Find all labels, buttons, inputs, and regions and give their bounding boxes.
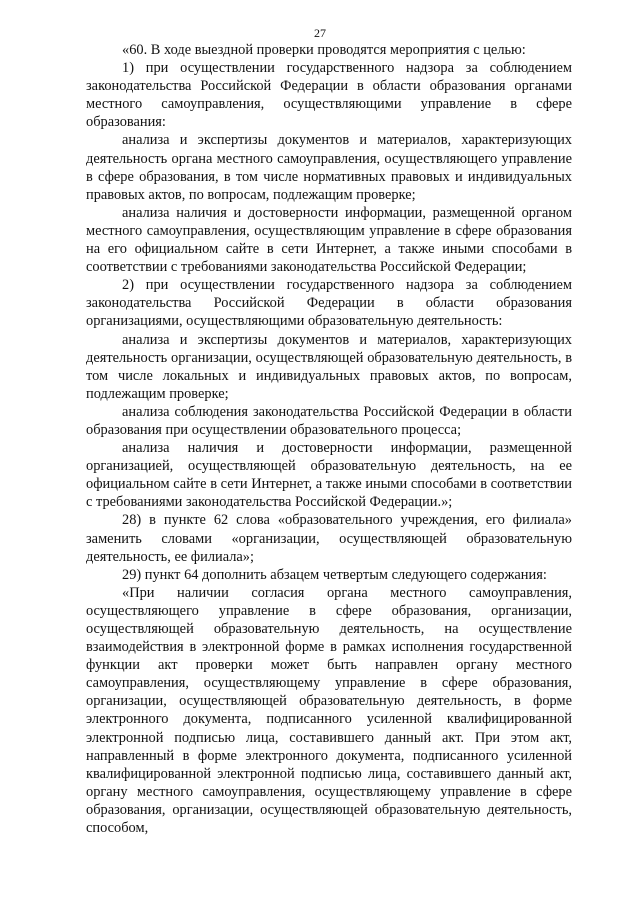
page-number: 27 — [314, 26, 326, 40]
paragraph: 29) пункт 64 дополнить абзацем четвертым следующего содержания: — [122, 566, 547, 583]
paragraph: анализа соблюдения законодательства Российской Федерации в области образования при осуществлении образовательного процесса; — [86, 403, 572, 438]
paragraph: анализа и экспертизы документов и материалов, характеризующих деятельность органа местного самоуправления, осуществляющего управление в сфере образования, в том числе нормативных правовых и индивидуальных правовых актов, по вопросам, подлежащим проверке; — [86, 132, 572, 203]
paragraph: 1) при осуществлении государственного надзора за соблюдением законодательства Российской Федерации в области образования органами местного самоуправления, осуществляющими управление в сфере образования: — [86, 60, 572, 131]
paragraph: анализа наличия и достоверности информации, размещенной органом местного самоуправления, осуществляющим управление в сфере образования на его официальном сайте в сети Интернет, а также иными способами в соответствии с требованиями законодательства Российской Федерации; — [86, 204, 572, 276]
paragraph: «60. В ходе выездной проверки проводятся мероприятия с целью: — [122, 42, 526, 58]
document-body — [86, 41, 572, 837]
paragraph: анализа и экспертизы документов и материалов, характеризующих деятельность организации, осуществляющей образовательную деятельность, в том числе локальных и индивидуальных правовых актов, по вопросам, подлежащим проверке; — [86, 331, 572, 402]
paragraph: 2) при осуществлении государственного надзора за соблюдением законодательства Российской Федерации в области образования организациями, осуществляющими образовательную деятельность: — [86, 277, 572, 330]
paragraph: 28) в пункте 62 слова «образовательного учреждения, его филиала» заменить словами «организации, осуществляющей образовательную деятельность, ее филиала»; — [86, 512, 572, 565]
paragraph: «При наличии согласия органа местного самоуправления, осуществляющего управление в сфере образования, организации, осуществляющей образовательную деятельность, на осуществление взаимодействия в электронной форме в рамках исполнения государственной функции акт проверки может быть направлен органу местного самоуправления, осуществляющему управление в сфере образования, организации, осуществляющей образовательную деятельность, в форме электронного документа, подписанного усиленной квалифицированной электронной подписью лица, составившего данный акт. При этом акт, направленный в форме электронного документа, подписанного усиленной квалифицированной электронной подписью лица, составившего данный акт, органу местного самоуправления, осуществляющему управление в сфере образования, организации, осуществляющей образовательную деятельность, способом, — [86, 584, 572, 837]
paragraph: анализа наличия и достоверности информации, размещенной организацией, осуществляющей образовательную деятельность, на ее официальном сайте в сети Интернет, а также иными способами в соответствии с требованиями законодательства Российской Федерации.»; — [86, 440, 572, 511]
